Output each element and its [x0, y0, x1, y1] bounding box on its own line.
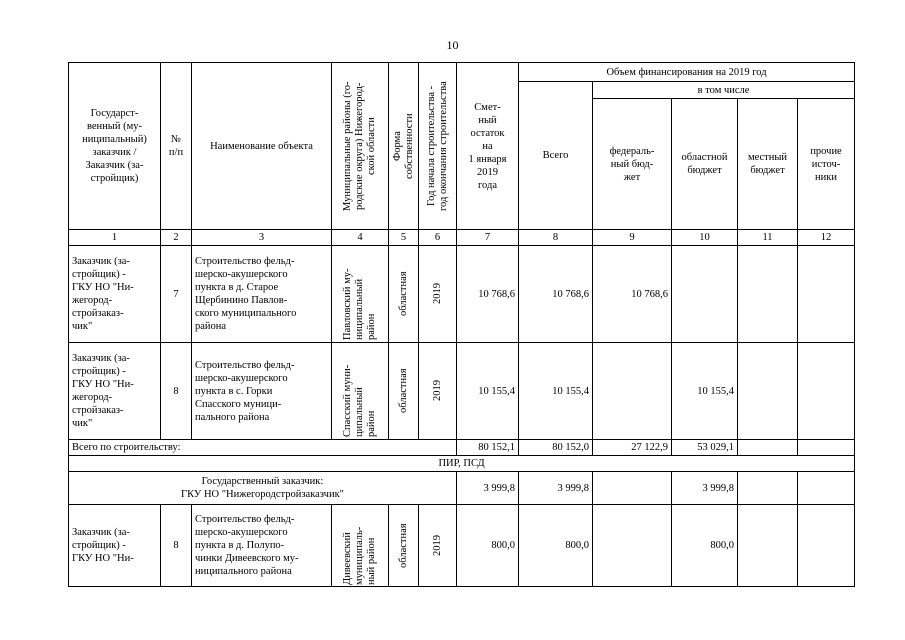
header-including: в том числе	[593, 82, 855, 99]
subtotal-local	[738, 440, 798, 456]
row-district: Павловский му- ниципальный район	[342, 268, 377, 340]
col-number: 9	[593, 230, 672, 246]
row-ownership: областная	[397, 368, 409, 414]
row-object: Строительство фельд- шерско-акушерского пункта в д. Полупо- чинки Дивеевского му- ниципального района	[192, 505, 332, 587]
state-customer-local	[738, 472, 798, 505]
header-regional: областной бюджет	[672, 99, 738, 230]
subtotal-balance: 80 152,1	[457, 440, 519, 456]
col-number: 8	[519, 230, 593, 246]
subtotal-federal: 27 122,9	[593, 440, 672, 456]
row-regional: 10 155,4	[672, 343, 738, 440]
table-row	[69, 246, 855, 343]
col-number: 5	[389, 230, 419, 246]
row-other	[798, 246, 855, 343]
row-object: Строительство фельд- шерско-акушерского пункта в с. Горки Спасского муници- пального района	[192, 343, 332, 440]
col-number: 7	[457, 230, 519, 246]
header-ownership: Форма собственности	[392, 113, 415, 179]
subtotal-regional: 53 029,1	[672, 440, 738, 456]
subtotal-label: Всего по строительству:	[69, 440, 457, 456]
state-customer-federal	[593, 472, 672, 505]
header-total: Всего	[519, 82, 593, 230]
row-object: Строительство фельд- шерско-акушерского пункта в д. Старое Щербинино Павлов- ского муниципального района	[192, 246, 332, 343]
row-num: 8	[161, 505, 192, 587]
row-district: Спасский муни- ципальный район	[342, 364, 377, 437]
state-customer-regional: 3 999,8	[672, 472, 738, 505]
funding-table	[68, 62, 855, 587]
header-other: прочие источ- ники	[798, 99, 855, 230]
row-federal	[593, 343, 672, 440]
row-federal: 10 768,6	[593, 246, 672, 343]
row-ownership: областная	[397, 271, 409, 317]
section-row	[69, 456, 855, 472]
row-customer: Заказчик (за- стройщик) - ГКУ НО "Ни- жегород- стройзаказ- чик"	[69, 343, 161, 440]
row-local	[738, 343, 798, 440]
header-object-name: Наименование объекта	[192, 63, 332, 230]
row-years: 2019	[431, 535, 443, 556]
row-regional: 800,0	[672, 505, 738, 587]
header-districts: Муниципальные районы (го- родские округа) Нижегород- ской области	[342, 81, 377, 211]
row-regional	[672, 246, 738, 343]
col-number: 12	[798, 230, 855, 246]
col-number: 11	[738, 230, 798, 246]
subtotal-row	[69, 440, 855, 456]
col-number: 3	[192, 230, 332, 246]
state-customer-other	[798, 472, 855, 505]
section-title: ПИР, ПСД	[69, 456, 855, 472]
col-number: 6	[419, 230, 457, 246]
row-balance: 10 155,4	[457, 343, 519, 440]
header-funding: Объем финансирования на 2019 год	[519, 63, 855, 82]
row-federal	[593, 505, 672, 587]
row-customer: Заказчик (за- стройщик) - ГКУ НО "Ни-	[69, 505, 161, 587]
header-num: № п/п	[161, 63, 192, 230]
row-total: 10 768,6	[519, 246, 593, 343]
row-years: 2019	[431, 283, 443, 305]
row-other	[798, 505, 855, 587]
col-number: 1	[69, 230, 161, 246]
row-balance: 10 768,6	[457, 246, 519, 343]
subtotal-total: 80 152,0	[519, 440, 593, 456]
header-federal: федераль- ный бюд- жет	[593, 99, 672, 230]
header-balance: Смет- ный остаток на 1 января 2019 года	[457, 63, 519, 230]
state-customer-row	[69, 472, 855, 505]
col-number: 2	[161, 230, 192, 246]
header-customer: Государст- венный (му- ниципальный) заказчик / Заказчик (за- стройщик)	[69, 63, 161, 230]
state-customer-label: Государственный заказчик: ГКУ НО "Нижегородстройзаказчик"	[69, 472, 457, 505]
row-num: 7	[161, 246, 192, 343]
table-row	[69, 343, 855, 440]
state-customer-balance: 3 999,8	[457, 472, 519, 505]
row-other	[798, 343, 855, 440]
page-number: 10	[446, 38, 459, 52]
row-local	[738, 246, 798, 343]
col-number: 4	[332, 230, 389, 246]
header-years: Год начала строительства - год окончания строительства	[425, 81, 449, 211]
row-num: 8	[161, 343, 192, 440]
row-ownership: областная	[397, 523, 409, 568]
row-customer: Заказчик (за- стройщик) - ГКУ НО "Ни- жегород- стройзаказ- чик"	[69, 246, 161, 343]
table-row	[69, 505, 855, 587]
col-number: 10	[672, 230, 738, 246]
subtotal-other	[798, 440, 855, 456]
state-customer-total: 3 999,8	[519, 472, 593, 505]
row-total: 800,0	[519, 505, 593, 587]
row-balance: 800,0	[457, 505, 519, 587]
row-total: 10 155,4	[519, 343, 593, 440]
row-local	[738, 505, 798, 587]
header-local: местный бюджет	[738, 99, 798, 230]
column-numbers-row	[69, 230, 855, 246]
row-district: Дивеевский муниципаль- ный район	[342, 526, 377, 585]
row-years: 2019	[431, 380, 443, 402]
